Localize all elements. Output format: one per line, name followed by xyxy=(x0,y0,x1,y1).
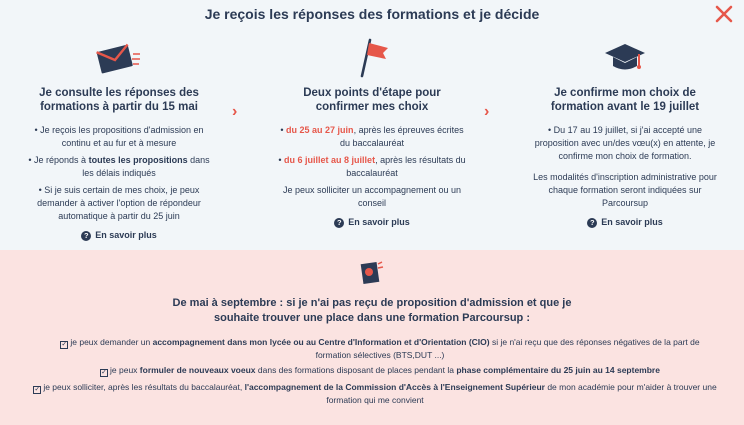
step-consult xyxy=(24,36,214,242)
checkbox-icon: ✓ xyxy=(101,369,107,376)
step-confirm-title: Je confirme mon choix de formation avant le 19 juillet xyxy=(550,87,700,113)
list-item: • Je réponds à toutes les propositions dans les délais indiqués xyxy=(28,155,210,178)
list-item: • Du 17 au 19 juillet, si j'ai accepté une proposition avec un/des vœu(x) en attente, je confirme mon choix de formation. xyxy=(534,125,716,161)
more-info-link[interactable]: ? En savoir plus xyxy=(278,216,466,229)
list-item: • du 6 juillet au 8 juillet, après les résultats du baccalauréat xyxy=(278,155,466,178)
list-item: ✓ je peux formuler de nouveaux voeux dans des formations disposant de places pendant la phase complémentaire du 25 juin au 14 septembre xyxy=(101,365,660,376)
fallback-title: De mai à septembre : si je n'ai pas reçu de proposition d'admission et que je souhaite trouver une place dans une formation Parcoursup : xyxy=(172,297,572,324)
page-title: Je reçois les réponses des formations et je décide xyxy=(204,6,540,22)
notebook-icon xyxy=(356,260,386,286)
more-info-link[interactable]: ? En savoir plus xyxy=(530,216,720,229)
list-item: • Je reçois les propositions d'admission en continu et au fur et à mesure xyxy=(34,125,204,148)
step-consult-title: Je consulte les réponses des formations à partir du 15 mai xyxy=(39,87,199,113)
step-checkpoints-title: Deux points d'étape pour confirmer mes choix xyxy=(303,87,441,113)
chevron-right-icon: › xyxy=(232,103,238,120)
checkbox-icon: ✓ xyxy=(61,341,68,348)
list-item: • Si je suis certain de mes choix, je peux demander à activer l'option de répondeur automatique à partir du 25 juin xyxy=(37,185,201,221)
envelope-icon xyxy=(95,40,143,76)
more-info-link[interactable]: ? En savoir plus xyxy=(24,229,214,242)
chevron-right-icon: › xyxy=(484,103,490,120)
checkbox-icon: ✓ xyxy=(34,386,41,393)
close-icon[interactable] xyxy=(714,4,734,24)
graduation-cap-icon xyxy=(603,40,647,76)
question-icon: ? xyxy=(81,231,91,241)
step-checkpoints xyxy=(278,36,466,229)
question-icon: ? xyxy=(334,218,344,228)
list-item: ✓ je peux solliciter, après les résultats du baccalauréat, l'accompagnement de la Commission d'Accès à l'Enseignement Supérieur de mon académie pour m'aider à trouver une formation qui me convient xyxy=(34,382,717,405)
list-item: • du 25 au 27 juin, après les épreuves écrites du baccalauréat xyxy=(280,125,464,148)
support-text: Je peux solliciter un accompagnement ou un conseil xyxy=(282,185,462,208)
flag-icon xyxy=(350,38,394,78)
list-item: ✓ je peux demander un accompagnement dans mon lycée ou au Centre d'Information et d'Orientation (CIO) si je n'ai reçu que des réponses négatives de la part de formation sélectives (BTS,DUT ...) xyxy=(61,337,700,360)
step-confirm xyxy=(530,36,720,229)
admin-text: Les modalités d'inscription administrative pour chaque formation seront indiquées sur Parcoursup xyxy=(533,172,717,208)
question-icon: ? xyxy=(587,218,597,228)
